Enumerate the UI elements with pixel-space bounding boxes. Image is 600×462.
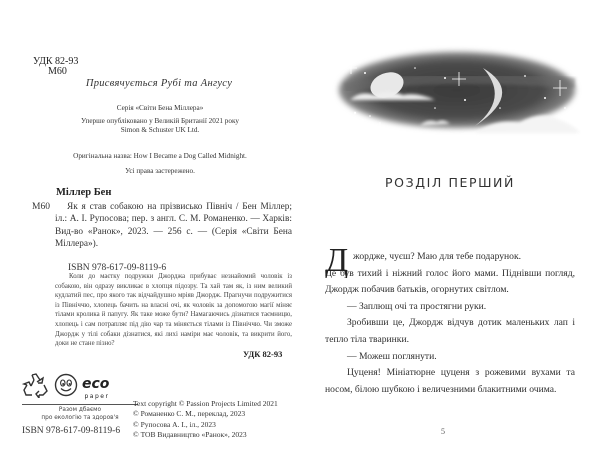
recycle-icon	[22, 372, 50, 403]
copyright-line: Text copyright © Passion Projects Limited 2021	[133, 399, 278, 408]
copyright-line: © Рупосова А. І., іл., 2023	[133, 419, 216, 429]
eco-word: eco	[82, 375, 110, 392]
paragraph: — Можеш поглянути.	[347, 350, 437, 362]
chapter-body	[325, 242, 575, 398]
page-number: 5	[441, 427, 445, 436]
paragraph-text: жордже, чуєш? Маю для тебе подарунок.	[353, 251, 522, 262]
drop-cap: Д	[325, 242, 349, 279]
copyright-notices	[133, 399, 278, 440]
night-sky-moon-illustration	[325, 38, 585, 138]
catalog-author: Міллер Бен	[56, 187, 112, 198]
paragraph: Зробивши це, Джордж відчув дотик маленьких лап і тепло тіла тваринки.	[325, 317, 575, 345]
paragraph: Цуценя! Мініатюрне цуценя з рожевими вухами та носом, білою шубкою і величезними блакитними очима.	[325, 367, 575, 395]
catalog-code: М60	[32, 202, 50, 212]
eco-caption-line-1: Разом дбаємо	[58, 407, 102, 413]
copyright-line: © Романенко С. М., переклад, 2023	[133, 409, 246, 419]
eco-caption-line-2: про екологію та здоров'я	[41, 414, 119, 421]
copyright-line: © ТОВ Видавництво «Ранок», 2023	[133, 429, 247, 439]
first-published-line-2: Simon & Schuster UK Ltd.	[120, 126, 200, 134]
dedication: Присвячується Рубі та Ангусу	[85, 78, 233, 89]
first-published-line-1: Уперше опубліковано у Великій Британії 2021 року	[81, 117, 239, 125]
smiley-face-icon	[54, 373, 78, 402]
original-title: Оригінальна назва: How I Became a Dog Called Midnight.	[73, 152, 247, 160]
rights-reserved: Усі права застережено.	[125, 167, 195, 175]
udk-code-top	[33, 57, 78, 77]
first-published	[20, 117, 300, 135]
book-annotation: Коли до маєтку подружки Джорджа прибуває незнайомий чоловік із собакою, він одразу викликає в хлопця підозру. Та хай там як, із ним великий кудлатий пес, про якого так відчайдушно мріяв Джордж. Прагнучи подружитися із Північчю, хлопець бачить на власні очі, як чоловік за допомогою магії міняє тілами кролика й папугу. Як таке може бути? Намагаючись дізнатися таємницю, хлопець і сам потрапляє під дію чар та міняється тілами із Північчю. Чи зможе Джордж у тілі собаки дізнатися, які лихі наміри має чоловік, та викрити його, доки не стане пізно?	[55, 273, 292, 348]
bibliographic-entry	[55, 201, 292, 250]
first-paragraph	[325, 242, 575, 279]
chapter-page	[300, 0, 600, 462]
eco-paper-block	[22, 373, 142, 436]
bibliographic-text: Як я став собакою на прізвисько Північ / Бен Міллер; іл.: А. І. Рупосова; пер. з англ. С. М. Романенко. — Харків: Вид-во «Ранок», 2023. — 256 с. — (Серія «Світи Бена Міллера»).	[55, 202, 292, 249]
m60-label: М60	[48, 66, 67, 77]
isbn-bottom: ISBN 978-617-09-8119-6	[22, 426, 121, 436]
paragraph: — Заплющ очі та простягни руки.	[347, 300, 487, 312]
eco-divider	[22, 404, 138, 405]
eco-logo	[82, 375, 109, 400]
eco-caption	[22, 407, 138, 422]
udk-code-bottom: УДК 82-93	[243, 349, 283, 359]
chapter-title: РОЗДІЛ ПЕРШИЙ	[385, 175, 515, 190]
udk-label: УДК 82-93	[33, 56, 79, 67]
paragraph	[325, 266, 575, 299]
series-line: Серія «Світи Бена Міллера»	[116, 104, 204, 112]
catalog-isbn: ISBN 978-617-09-8119-6	[68, 263, 167, 273]
paper-word: paper	[84, 392, 110, 400]
paragraph-text: Це був тихий і ніжний голос його мами. Піднівши погляд, Джордж побачив батьків, огорнутих світлом.	[325, 267, 575, 296]
